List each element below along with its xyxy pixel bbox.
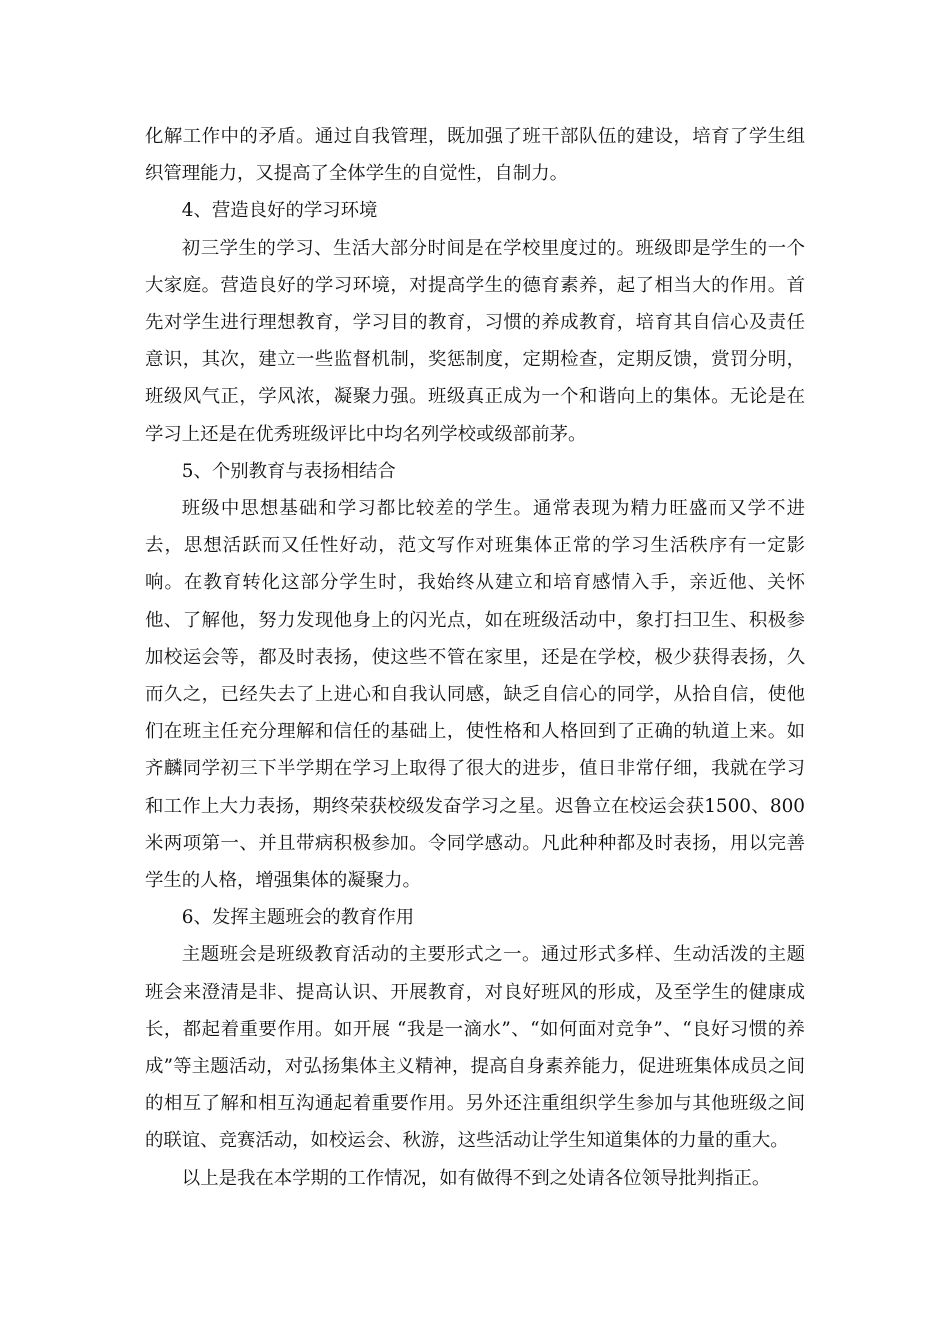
section-heading-5: 5、个别教育与表扬相结合 (181, 460, 396, 482)
paragraph-conclusion: 以上是我在本学期的工作情况，如有做得不到之处请各位领导批判指正。 (181, 1167, 771, 1189)
paragraph-continued: 化解工作中的矛盾。通过自我管理，既加强了班干部队伍的建设，培育了学生组织管理能力，又提高了全体学生的自觉性，自制力。 (145, 126, 805, 185)
section-heading-4: 4、营造良好的学习环境 (181, 200, 378, 222)
paragraph-individual-education: 班级中思想基础和学习都比较差的学生。通常表现为精力旺盛而又学不进去，思想活跃而又任性好动，范文写作对班集体正常的学习生活秩序有一定影响。在教育转化这部分学生时，我始终从建立和培育感情入手，亲近他、关怀他、了解他，努力发现他身上的闪光点，如在班级活动中，象打扫卫生、积极参加校运会等，都及时表扬，使这些不管在家里，还是在学校，极少获得表扬，久而久之，已经失去了上进心和自我认同感，缺乏自信心的同学，从拾自信，使他们在班主任充分理解和信任的基础上，使性格和人格回到了正确的轨道上来。如齐麟同学初三下半学期在学习上取得了很大的进步，值日非常仔细，我就在学习和工作上大力表扬，期终荣获校级发奋学习之星。迟鲁立在校运会获1500、800米两项第一、并且带病积极参加。令同学感动。凡此种种都及时表扬，用以完善学生的人格，增强集体的凝聚力。 (145, 498, 805, 892)
section-heading-6: 6、发挥主题班会的教育作用 (181, 907, 415, 929)
paragraph-learning-environment: 初三学生的学习、生活大部分时间是在学校里度过的。班级即是学生的一个大家庭。营造良好的学习环境，对提高学生的德育素养，起了相当大的作用。首先对学生进行理想教育，学习目的教育，习惯的养成教育，培育其自信心及责任意识，其次，建立一些监督机制，奖惩制度，定期检查，定期反馈，赏罚分明，班级风气正，学风浓，凝聚力强。班级真正成为一个和谐向上的集体。无论是在学习上还是在优秀班级评比中均名列学校或级部前茅。 (145, 237, 805, 445)
document-page (145, 118, 805, 1197)
paragraph-theme-class-meeting: 主题班会是班级教育活动的主要形式之一。通过形式多样、生动活泼的主题班会来澄清是非、提高认识、开展教育，对良好班风的形成，及至学生的健康成长，都起着重要作用。如开展 “我是一滴水”、“如何面对竞争”、“良好习惯的养成”等主题活动，对弘扬集体主义精神，提高自身素养能力，促进班集体成员之间的相互了解和相互沟通起着重要作用。另外还注重组织学生参加与其他班级之间的联谊、竞赛活动，如校运会、秋游，这些活动让学生知道集体的力量的重大。 (145, 944, 805, 1152)
